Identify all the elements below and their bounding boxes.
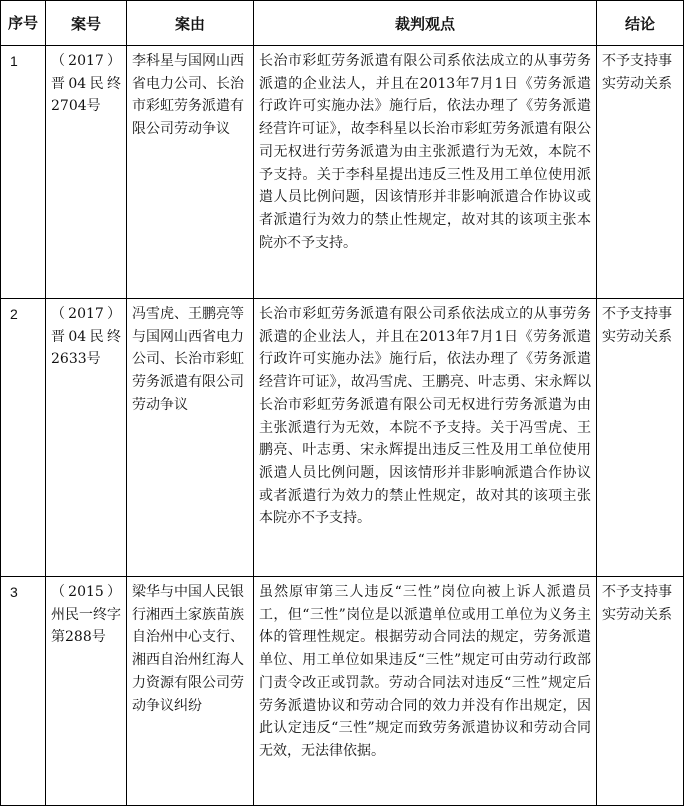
- conclusion: 不予支持事实劳动关系: [602, 584, 672, 623]
- table-row: [1, 299, 684, 577]
- header-row: [1, 1, 684, 46]
- conclusion-cell: [597, 577, 684, 806]
- conclusion-cell: [597, 46, 684, 299]
- row-number: 3: [10, 584, 18, 600]
- cause-cell: [127, 577, 254, 806]
- header-case-number: 案号: [46, 1, 127, 46]
- reasoning-cell: [254, 299, 597, 577]
- case-number: （2017）晋04民终2704号: [51, 53, 121, 115]
- judgment-reasoning: 长治市彩虹劳务派遣有限公司系依法成立的从事劳务派遣的企业法人，并且在2013年7月1日《劳务派遣行政许可实施办法》施行后，依法办理了《劳务派遣经营许可证》，故李科星以长治市彩虹劳务派遣有限公司无权进行劳务派遣为由主张派遣行为无效，本院不予支持。关于李科星提出违反三性及用工单位使用派遣人员比例问题，因该情形并非影响派遣合作协议或者派遣行为效力的禁止性规定，故对其的该项主张本院亦不予支持。: [259, 53, 591, 251]
- judgment-reasoning: 虽然原审第三人违反“三性”岗位向被上诉人派遣员工，但“三性”岗位是以派遣单位或用工单位为义务主体的管理性规定。根据劳动合同法的规定，劳务派遣单位、用工单位如果违反“三性”规定可由劳动行政部门责令改正或罚款。劳动合同法对违反“三性”规定后劳务派遣协议和劳动合同的效力并没有作出规定，因此认定违反“三性”规定而致劳务派遣协议和劳动合同无效，无法律依据。: [259, 584, 591, 759]
- case-number: （2015）州民一终字第288号: [51, 584, 121, 646]
- row-number: 2: [10, 306, 18, 322]
- case-cause: 李科星与国网山西省电力公司、长治市彩虹劳务派遣有限公司劳动争议: [132, 53, 244, 138]
- reasoning-cell: [254, 577, 597, 806]
- header-reasoning: 裁判观点: [254, 1, 597, 46]
- header-no: 序号: [1, 1, 46, 46]
- case-cause: 梁华与中国人民银行湘西土家族苗族自治州中心支行、湘西自治州红海人力资源有限公司劳动争议纠纷: [132, 584, 244, 714]
- cause-cell: [127, 46, 254, 299]
- case-number: （2017）晋04民终2633号: [51, 306, 121, 368]
- reasoning-cell: [254, 46, 597, 299]
- cause-cell: [127, 299, 254, 577]
- case-cause: 冯雪虎、王鹏亮等与国网山西省电力公司、长治市彩虹劳务派遣有限公司劳动争议: [132, 306, 244, 413]
- row-number-cell: [1, 299, 46, 577]
- case-number-cell: [46, 577, 127, 806]
- conclusion: 不予支持事实劳动关系: [602, 53, 672, 92]
- row-number-cell: [1, 46, 46, 299]
- row-number: 1: [10, 53, 18, 69]
- table-row: [1, 577, 684, 806]
- row-number-cell: [1, 577, 46, 806]
- judgment-reasoning: 长治市彩虹劳务派遣有限公司系依法成立的从事劳务派遣的企业法人，并且在2013年7月1日《劳务派遣行政许可实施办法》施行后，依法办理了《劳务派遣经营许可证》，故冯雪虎、王鹏亮、叶志勇、宋永辉以长治市彩虹劳务派遣有限公司无权进行劳务派遣为由主张派遣行为无效，本院不予支持。关于冯雪虎、王鹏亮、叶志勇、宋永辉提出违反三性及用工单位使用派遣人员比例问题，因该情形并非影响派遣合作协议或者派遣行为效力的禁止性规定，故对其的该项主张本院亦不予支持。: [259, 306, 591, 527]
- table-row: [1, 46, 684, 299]
- header-cause: 案由: [127, 1, 254, 46]
- conclusion-cell: [597, 299, 684, 577]
- case-number-cell: [46, 46, 127, 299]
- header-conclusion: 结论: [597, 1, 684, 46]
- case-number-cell: [46, 299, 127, 577]
- conclusion: 不予支持事实劳动关系: [602, 306, 672, 345]
